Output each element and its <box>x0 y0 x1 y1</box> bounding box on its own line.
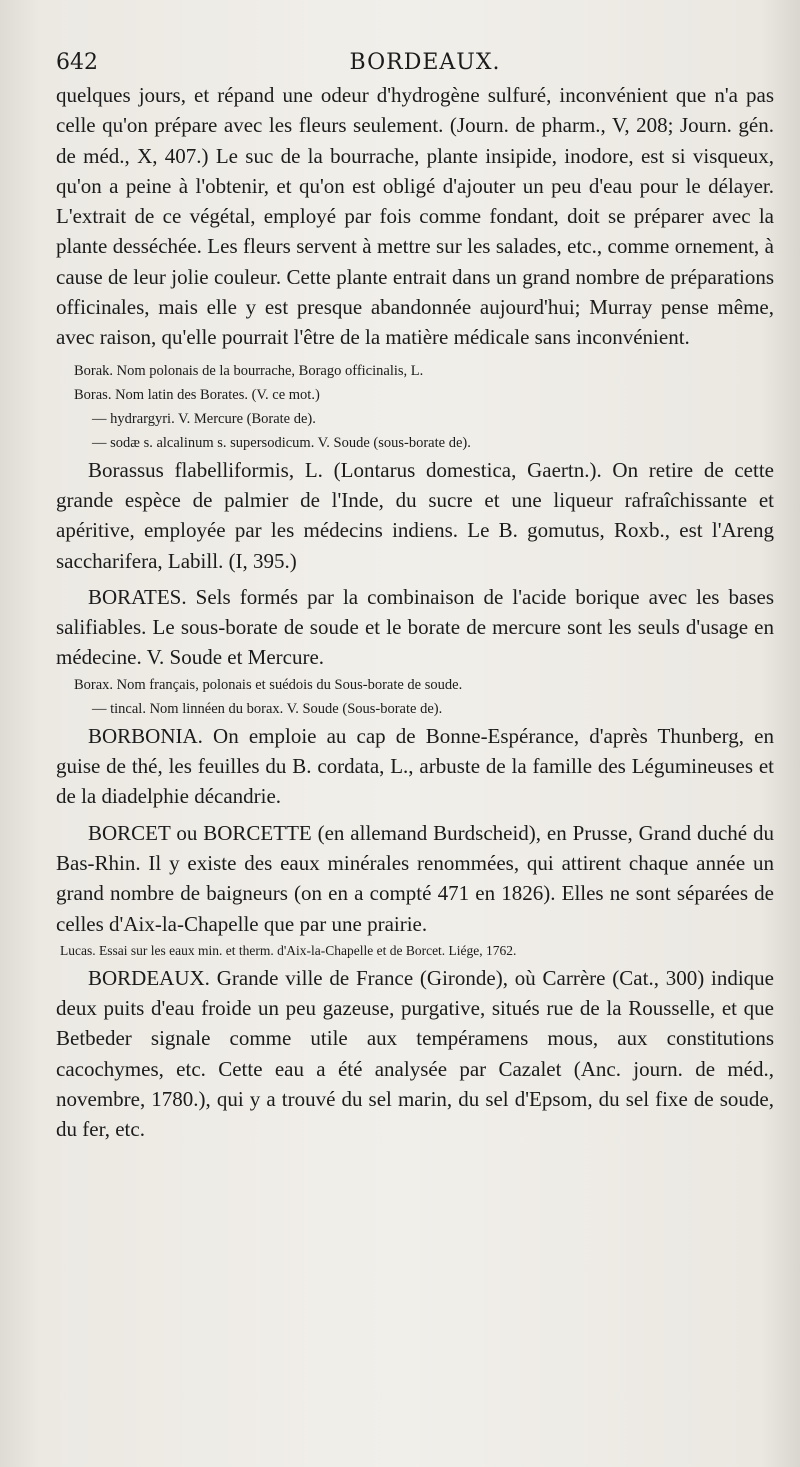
page-header <box>56 40 774 80</box>
entry-borassus: Borassus flabelliformis, L. (Lontarus domestica, Gaertn.). On retire de cette grande espèce de palmier de l'Inde, du sucre et une liqueur rafraîchissante et apéritive, employée par les médecins indiens. Le B. gomutus, Roxb., est l'Areng saccharifera, Labill. (I, 395.) <box>56 457 774 573</box>
note-borak: Borak. Nom polonais de la bourrache, Borago officinalis, L. <box>74 362 424 379</box>
page-number: 642 <box>56 50 98 75</box>
entry-borcet: BORCET ou BORCETTE (en allemand Burdscheid), en Prusse, Grand duché du Bas-Rhin. Il y existe des eaux minérales renommées, qui attirent chaque année un grand nombre de baigneurs (on en a compté 471 en 1826). Elles ne sont séparées de celles d'Aix-la-Chapelle que par une prairie. <box>56 820 774 936</box>
note-boras: Boras. Nom latin des Borates. (V. ce mot.) <box>74 386 320 403</box>
note-boras-hydrargyri: — hydrargyri. V. Mercure (Borate de). <box>92 410 316 427</box>
note-borax: Borax. Nom français, polonais et suédois du Sous-borate de soude. <box>74 676 463 693</box>
note-lucas-reference: Lucas. Essai sur les eaux min. et therm. d'Aix-la-Chapelle et de Borcet. Liége, 1762. <box>60 942 517 958</box>
running-head: BORDEAUX. <box>349 50 501 75</box>
entry-borbonia: BORBONIA. On emploie au cap de Bonne-Espérance, d'après Thunberg, en guise de thé, les feuilles du B. cordata, L., arbuste de la famille des Légumineuses et de la diadelphie décandrie. <box>56 723 774 809</box>
note-tincal: — tincal. Nom linnéen du borax. V. Soude (Sous-borate de). <box>92 700 443 717</box>
entry-borates: BORATES. Sels formés par la combinaison de l'acide borique avec les bases salifiables. Le sous-borate de soude et le borate de mercure sont les seuls d'usage en médecine. V. Soude et Mercure. <box>56 584 774 670</box>
entry-bordeaux: BORDEAUX. Grande ville de France (Gironde), où Carrère (Cat., 300) indique deux puits d'eau froide un peu gazeuse, purgative, situés rue de la Rousselle, et que Betbeder signale comme utile aux tempéramens mous, aux constitutions cacochymes, etc. Cette eau a été analysée par Cazalet (Anc. journ. de méd., novembre, 1780.), qui y a trouvé du sel marin, du sel d'Epsom, du sel fixe de soude, du fer, etc. <box>56 965 774 1142</box>
note-boras-sodae: — sodæ s. alcalinum s. supersodicum. V. Soude (sous-borate de). <box>92 434 471 451</box>
page-body <box>56 80 774 1145</box>
paragraph-bourrache-continued: quelques jours, et répand une odeur d'hydrogène sulfuré, inconvénient que n'a pas celle qu'on prépare avec les fleurs seulement. (Journ. de pharm., V, 208; Journ. gén. de méd., X, 407.) Le suc de la bourrache, plante insipide, inodore, est si visqueux, qu'on a peine à l'obtenir, et qu'on est obligé d'ajouter un peu d'eau pour le délayer. L'extrait de ce végétal, employé par fois comme fondant, doit se préparer avec la plante desséchée. Les fleurs servent à mettre sur les salades, etc., comme ornement, à cause de leur jolie couleur. Cette plante entrait dans un grand nombre de préparations officinales, mais elle y est presque abandonnée aujourd'hui; Murray pense même, avec raison, qu'elle pourrait l'être de la matière médicale sans inconvénient. <box>56 83 774 350</box>
